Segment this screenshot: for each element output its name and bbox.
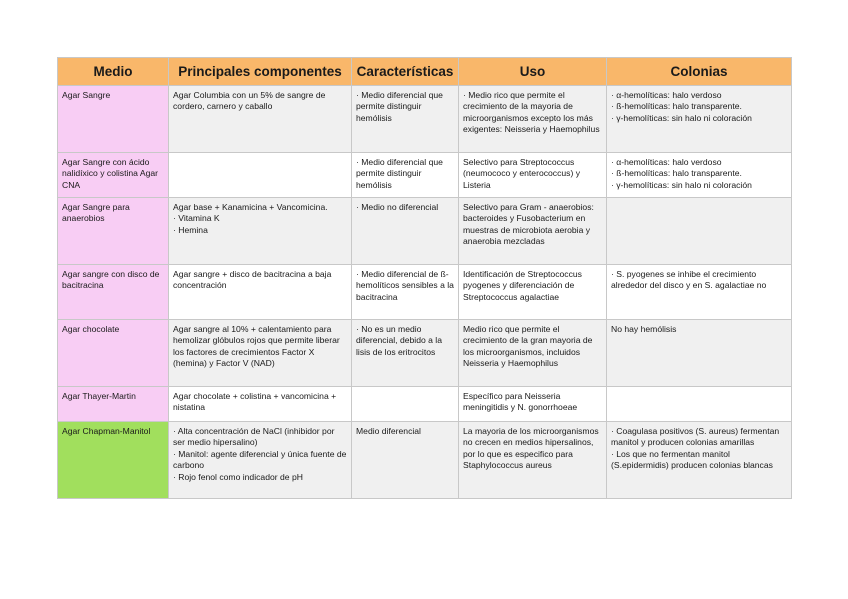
header-uso: Uso [459, 58, 607, 86]
cell-text: Agar base + Kanamicina + Vancomicina. [173, 202, 328, 212]
cell-text: La mayoria de los microorganismos no crecen en medios hipersalinos, por lo que es especifico para Staphylococcus aureus [463, 426, 599, 471]
cell-text: Selectivo para Gram - anaerobios: bacteroides y Fusobacterium en muestras de microbiota aerobia y anaerobia mezcladas [463, 202, 594, 247]
header-medio: Medio [58, 58, 169, 86]
cell-text: · α-hemolíticas: halo verdoso [611, 90, 722, 100]
cell-text: · ß-hemolíticas: halo transparente. [611, 168, 742, 179]
cell-text: Agar Chapman-Manitol [62, 426, 151, 436]
cell-colonias [607, 198, 792, 265]
cell-text: · Rojo fenol como indicador de pH [173, 471, 303, 482]
cell-componentes [169, 198, 352, 265]
cell-text: · α-hemolíticas: halo verdoso [611, 157, 722, 167]
cell-text: Agar sangre al 10% + calentamiento para hemolizar glóbulos rojos que permite liberar los factores de crecimientos Factor X (hemina) y Factor V (NAD) [173, 324, 340, 369]
cell-text: Medio rico que permite el crecimiento de la gran mayoria de los microorganismos, incluidos Neisseria y Haemophilus [463, 324, 593, 369]
cell-componentes [169, 86, 352, 153]
cell-uso [459, 86, 607, 153]
cell-caracteristicas [352, 422, 459, 499]
header-colonias: Colonias [607, 58, 792, 86]
cell-text: · Medio diferencial de ß-hemolíticos sensibles a la bacitracina [356, 269, 454, 302]
cell-text: Agar chocolate [62, 324, 120, 334]
cell-medio [58, 198, 169, 265]
culture-media-table [57, 57, 792, 499]
cell-medio [58, 422, 169, 499]
cell-text: · S. pyogenes se inhibe el crecimiento alrededor del disco y en S. agalactiae no [611, 269, 767, 291]
cell-text: Agar sangre con disco de bacitracina [62, 269, 160, 291]
cell-text: · No es un medio diferencial, debido a la lisis de los eritrocitos [356, 324, 442, 357]
cell-colonias [607, 422, 792, 499]
cell-caracteristicas [352, 86, 459, 153]
cell-text: Agar Sangre para anaerobios [62, 202, 130, 224]
cell-text: · Manitol: agente diferencial y única fuente de carbono [173, 448, 347, 471]
cell-componentes [169, 153, 352, 198]
cell-text: · γ-hemolíticas: sin halo ni coloración [611, 112, 752, 123]
cell-text: Específico para Neisseria meningitidis y N. gonorrhoeae [463, 391, 578, 413]
table-row [58, 153, 792, 198]
cell-text: · Vitamina K [173, 213, 220, 224]
cell-medio [58, 320, 169, 387]
cell-caracteristicas [352, 387, 459, 422]
cell-text: · γ-hemolíticas: sin halo ni coloración [611, 179, 752, 190]
cell-uso [459, 265, 607, 320]
table-row [58, 86, 792, 153]
cell-text: Agar chocolate + colistina + vancomicina + nistatina [173, 391, 337, 413]
cell-componentes [169, 320, 352, 387]
cell-componentes [169, 265, 352, 320]
cell-uso [459, 422, 607, 499]
cell-caracteristicas [352, 320, 459, 387]
cell-componentes [169, 387, 352, 422]
cell-uso [459, 320, 607, 387]
cell-componentes [169, 422, 352, 499]
cell-text: Agar sangre + disco de bacitracina a baja concentración [173, 269, 332, 291]
cell-text: Selectivo para Streptococcus (neumococo y enterococcus) y Listeria [463, 157, 581, 190]
cell-text: Identificación de Streptococcus pyogenes y diferenciación de Streptococcus agalactiae [463, 269, 582, 302]
table-row [58, 387, 792, 422]
cell-caracteristicas [352, 198, 459, 265]
table-row [58, 422, 792, 499]
cell-text: Agar Columbia con un 5% de sangre de cordero, carnero y caballo [173, 90, 326, 112]
cell-medio [58, 265, 169, 320]
cell-medio [58, 86, 169, 153]
header-caracteristicas: Características [352, 58, 459, 86]
cell-colonias [607, 387, 792, 422]
cell-caracteristicas [352, 265, 459, 320]
cell-uso [459, 198, 607, 265]
cell-caracteristicas [352, 153, 459, 198]
cell-text: Agar Sangre [62, 90, 111, 100]
table-row [58, 265, 792, 320]
cell-text: · Alta concentración de NaCl (inhibidor por ser medio hipersalino) [173, 426, 335, 448]
cell-text: · Hemina [173, 224, 208, 235]
cell-uso [459, 153, 607, 198]
cell-text: Agar Thayer-Martin [62, 391, 136, 401]
header-componentes: Principales componentes [169, 58, 352, 86]
cell-text: Agar Sangre con ácido nalidíxico y colistina Agar CNA [62, 157, 159, 190]
cell-colonias [607, 265, 792, 320]
cell-text: Medio diferencial [356, 426, 421, 436]
cell-text: · Medio rico que permite el crecimiento de la mayoria de microorganismos excepto los más exigentes: Neisseria y Haemophilus [463, 90, 600, 135]
cell-colonias [607, 153, 792, 198]
cell-text: · Medio diferencial que permite distinguir hemólisis [356, 90, 443, 123]
cell-text: · Los que no fermentan manitol (S.epidermidis) producen colonias blancas [611, 448, 773, 471]
cell-medio [58, 153, 169, 198]
header-row [58, 58, 792, 86]
cell-colonias [607, 86, 792, 153]
table-row [58, 198, 792, 265]
cell-text: No hay hemólisis [611, 324, 677, 334]
cell-uso [459, 387, 607, 422]
table-row [58, 320, 792, 387]
cell-text: · Medio diferencial que permite distinguir hemólisis [356, 157, 443, 190]
cell-medio [58, 387, 169, 422]
cell-text: · Medio no diferencial [356, 202, 439, 212]
cell-text: · Coagulasa positivos (S. aureus) fermentan manitol y producen colonias amarillas [611, 426, 780, 448]
cell-text: · ß-hemolíticas: halo transparente. [611, 101, 742, 112]
cell-colonias [607, 320, 792, 387]
